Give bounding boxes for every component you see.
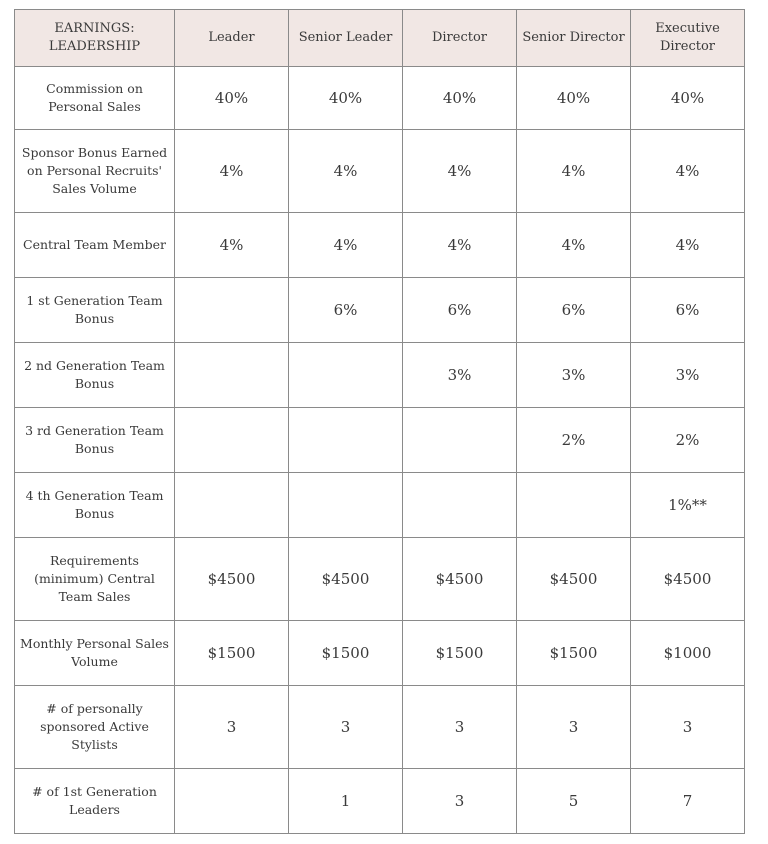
table-cell: $4500: [403, 538, 517, 621]
table-cell: $1500: [289, 621, 403, 686]
table-row: [15, 686, 745, 769]
table-cell: $1500: [517, 621, 631, 686]
table-row: [15, 473, 745, 538]
header-earnings-leadership: EARNINGS: LEADERSHIP: [15, 10, 175, 67]
table-cell: 4%: [517, 213, 631, 278]
table-row: [15, 278, 745, 343]
header-leader: Leader: [175, 10, 289, 67]
table-row: [15, 769, 745, 834]
table-cell: $1500: [175, 621, 289, 686]
table-cell: 2%: [631, 408, 745, 473]
header-row: [15, 10, 745, 67]
table-cell: 40%: [517, 67, 631, 130]
table-cell: 1: [289, 769, 403, 834]
row-label: 4 th Generation Team Bonus: [15, 473, 175, 538]
table-row: [15, 343, 745, 408]
table-cell: $4500: [517, 538, 631, 621]
header-senior-leader: Senior Leader: [289, 10, 403, 67]
table-cell: 6%: [631, 278, 745, 343]
table-cell: 7: [631, 769, 745, 834]
header-executive-director: Executive Director: [631, 10, 745, 67]
table-cell: 4%: [517, 130, 631, 213]
table-cell: [403, 473, 517, 538]
table-cell: 4%: [403, 213, 517, 278]
table-cell: [403, 408, 517, 473]
table-cell: $4500: [631, 538, 745, 621]
table-cell: 40%: [175, 67, 289, 130]
table-cell: 3%: [403, 343, 517, 408]
row-label: 2 nd Generation Team Bonus: [15, 343, 175, 408]
row-label: # of personally sponsored Active Stylists: [15, 686, 175, 769]
table-cell: [175, 473, 289, 538]
table-cell: $1000: [631, 621, 745, 686]
row-label: 3 rd Generation Team Bonus: [15, 408, 175, 473]
table-cell: 40%: [631, 67, 745, 130]
table-cell: 1%**: [631, 473, 745, 538]
table-cell: 5: [517, 769, 631, 834]
table-cell: 4%: [175, 130, 289, 213]
header-director: Director: [403, 10, 517, 67]
table-cell: $4500: [289, 538, 403, 621]
row-label: 1 st Generation Team Bonus: [15, 278, 175, 343]
table-cell: [289, 473, 403, 538]
table-cell: 3%: [631, 343, 745, 408]
table-cell: 3: [517, 686, 631, 769]
table-cell: 4%: [631, 213, 745, 278]
table-cell: 4%: [289, 213, 403, 278]
table-row: [15, 213, 745, 278]
table-cell: [175, 408, 289, 473]
table-cell: 3: [403, 769, 517, 834]
table-cell: 4%: [403, 130, 517, 213]
table-cell: $4500: [175, 538, 289, 621]
table-cell: 3: [403, 686, 517, 769]
table-row: [15, 67, 745, 130]
table-row: [15, 621, 745, 686]
earnings-leadership-table: [14, 9, 745, 834]
table-cell: $1500: [403, 621, 517, 686]
table-cell: 4%: [631, 130, 745, 213]
table-cell: [175, 769, 289, 834]
table-cell: 2%: [517, 408, 631, 473]
table-cell: 40%: [403, 67, 517, 130]
row-label: Monthly Personal Sales Volume: [15, 621, 175, 686]
table-cell: 3: [631, 686, 745, 769]
row-label: # of 1st Generation Leaders: [15, 769, 175, 834]
row-label: Central Team Member: [15, 213, 175, 278]
table-row: [15, 538, 745, 621]
table-cell: [517, 473, 631, 538]
table-cell: [289, 343, 403, 408]
table-cell: 40%: [289, 67, 403, 130]
table-cell: 3: [289, 686, 403, 769]
table-cell: 6%: [403, 278, 517, 343]
table-cell: 4%: [289, 130, 403, 213]
table-row: [15, 408, 745, 473]
header-senior-director: Senior Director: [517, 10, 631, 67]
table-cell: 3: [175, 686, 289, 769]
table-cell: 6%: [517, 278, 631, 343]
table-cell: 3%: [517, 343, 631, 408]
row-label: Commission on Personal Sales: [15, 67, 175, 130]
table-row: [15, 130, 745, 213]
table-cell: 4%: [175, 213, 289, 278]
row-label: Sponsor Bonus Earned on Personal Recruits' Sales Volume: [15, 130, 175, 213]
table-cell: [289, 408, 403, 473]
table-cell: [175, 278, 289, 343]
table-cell: 6%: [289, 278, 403, 343]
table-cell: [175, 343, 289, 408]
row-label: Requirements (minimum) Central Team Sales: [15, 538, 175, 621]
